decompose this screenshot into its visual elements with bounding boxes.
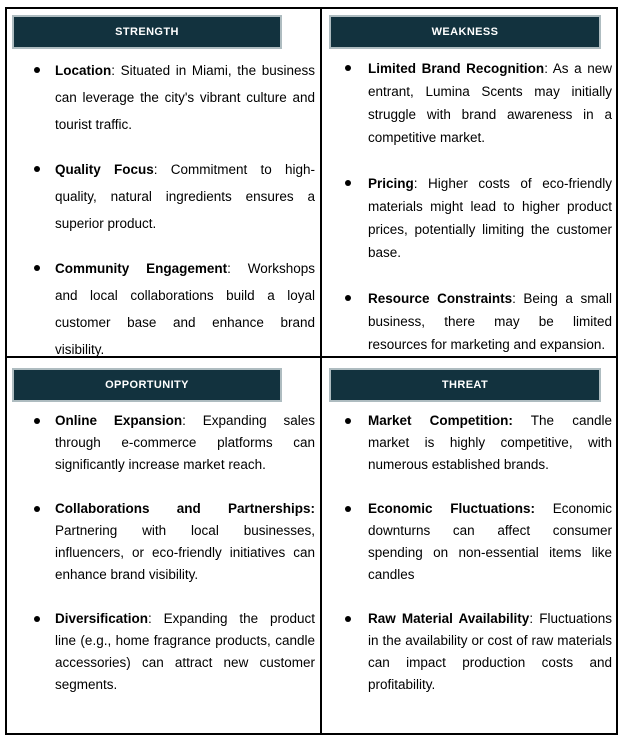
weakness-header-label: WEAKNESS (431, 26, 499, 38)
item-term: Raw Material Availability (368, 611, 530, 626)
item-text: Partnering with local businesses, influencers, or eco-friendly initiatives can enhance brand visibility. (55, 523, 315, 582)
quadrant-strength (7, 9, 322, 358)
item-term: Pricing (368, 176, 414, 191)
swot-table (5, 7, 618, 735)
item-text: : As a new entrant, Lumina Scents may initially struggle with brand awareness in a competitive market. (368, 61, 612, 145)
weakness-header-bar (329, 15, 601, 49)
item-term: Quality Focus (55, 162, 154, 177)
item-text: : Expanding sales through e-commerce platforms can significantly increase market reach. (55, 413, 315, 472)
quadrant-opportunity (7, 358, 322, 733)
item-term: Limited Brand Recognition (368, 61, 545, 76)
weakness-item-resource-constraints (368, 287, 612, 356)
item-term: Resource Constraints (368, 291, 513, 306)
threat-list (322, 410, 616, 696)
item-text: : Expanding the product line (e.g., home fragrance products, candle accessories) can attract new customer segments. (55, 611, 315, 692)
threat-header-label: THREAT (441, 379, 489, 391)
strength-list (7, 57, 320, 358)
item-term: Market Competition: (368, 413, 513, 428)
opportunity-header-bar (12, 368, 282, 402)
item-text: : Higher costs of eco-friendly materials might lead to higher product prices, potentially limiting the customer base. (368, 176, 612, 260)
quadrant-weakness (322, 9, 616, 358)
item-text: : Workshops and local collaborations build a loyal customer base and enhance brand visibility. (55, 261, 316, 357)
item-text: The candle market is highly competitive, with numerous established brands. (368, 413, 612, 472)
strength-header-label: STRENGTH (115, 26, 179, 38)
weakness-item-brand-recognition (368, 57, 612, 149)
opportunity-list (7, 410, 320, 696)
item-term: Location (55, 63, 112, 78)
item-term: Community Engagement (55, 261, 228, 276)
threat-item-economic-fluctuations (368, 498, 612, 586)
item-term: Economic Fluctuations: (368, 501, 535, 516)
strength-item-community-engagement (55, 255, 315, 358)
opportunity-item-online-expansion (55, 410, 315, 476)
item-term: Diversification (55, 611, 149, 626)
strength-header-bar (12, 15, 282, 49)
opportunity-item-diversification (55, 608, 315, 696)
opportunity-header-label: OPPORTUNITY (105, 379, 189, 391)
quadrant-threat (322, 358, 616, 733)
item-term: Collaborations and Partnerships: (55, 501, 315, 516)
item-text: Economic downturns can affect consumer spending on non-essential items like candles (368, 501, 613, 582)
item-term: Online Expansion (55, 413, 183, 428)
item-text: : Situated in Miami, the business can leverage the city's vibrant culture and tourist traffic. (55, 63, 315, 132)
opportunity-item-collaborations (55, 498, 315, 586)
weakness-item-pricing (368, 172, 612, 264)
item-text: : Commitment to high-quality, natural ingredients ensures a superior product. (55, 162, 315, 231)
item-text: : Fluctuations in the availability or cost of raw materials can impact production costs and profitability. (368, 611, 612, 692)
strength-item-location (55, 57, 315, 138)
threat-item-raw-material (368, 608, 612, 696)
item-text: : Being a small business, there may be limited resources for marketing and expansion. (368, 291, 612, 352)
strength-item-quality-focus (55, 156, 315, 237)
threat-header-bar (329, 368, 601, 402)
threat-item-market-competition (368, 410, 612, 476)
weakness-list (322, 57, 616, 356)
